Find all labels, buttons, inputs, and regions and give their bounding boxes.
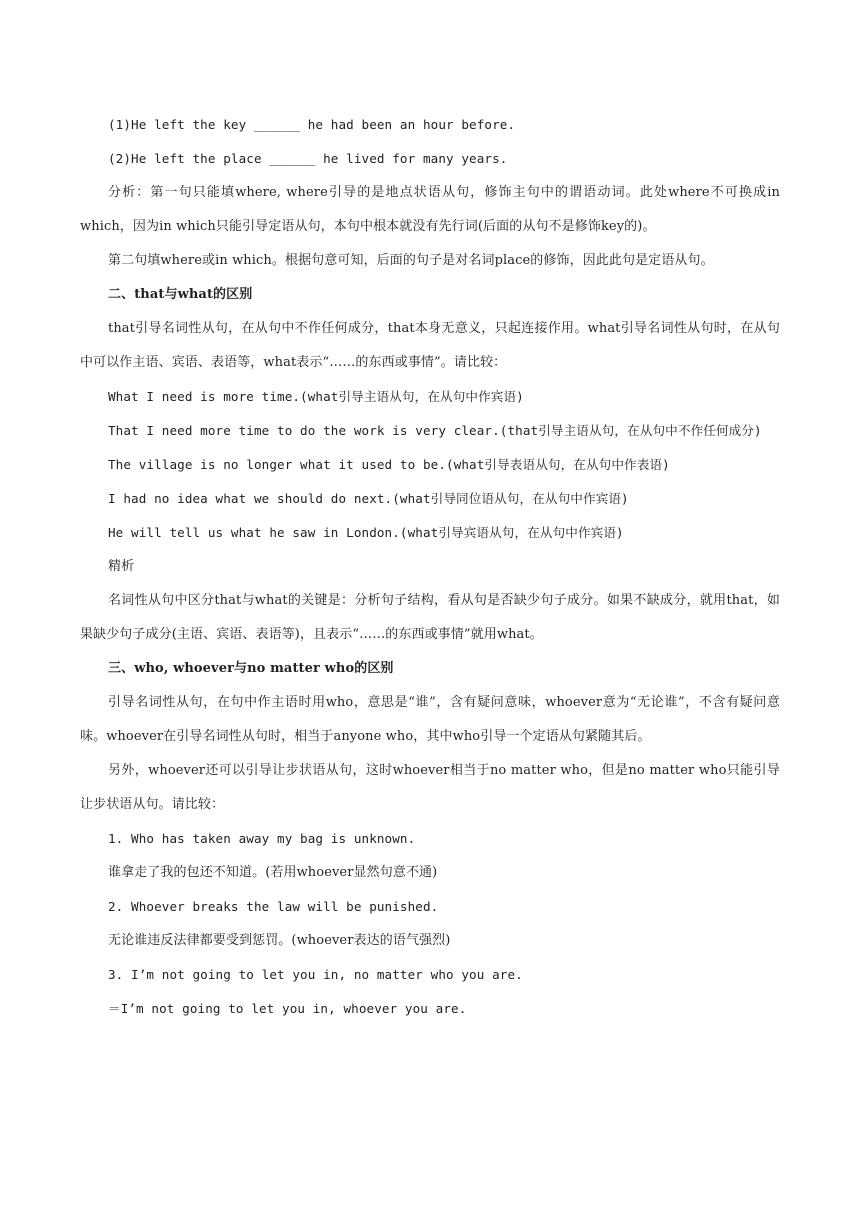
- who-description-2: 另外，whoever还可以引导让步状语从句，这时whoever相当于no matter who，但是no matter who只能引导让步状语从句。请比较：: [80, 763, 780, 812]
- who-example-3-equivalent: ＝I’m not going to let you in, whoever you are.: [108, 1001, 467, 1016]
- example-sentence-1: (1)He left the key ______ he had been an hour before.: [108, 117, 516, 132]
- section-heading-who-whoever: 三、who, whoever与no matter who的区别: [108, 661, 394, 676]
- who-example-2: 2. Whoever breaks the law will be punished.: [108, 899, 439, 914]
- section-heading-that-what: 二、that与what的区别: [108, 287, 253, 302]
- who-description: 引导名词性从句，在句中作主语时用who，意思是“谁”，含有疑问意味，whoever意为“无论谁”，不含有疑问意味。whoever在引导名词性从句时，相当于anyone who，其中who引导一个定语从句紧随其后。: [80, 695, 780, 744]
- jingxi-body: 名词性从句中区分that与what的关键是：分析句子结构，看从句是否缺少句子成分。如果不缺成分，就用that，如果缺少句子成分(主语、宾语、表语等)，且表示“……的东西或事情”就用what。: [80, 593, 780, 642]
- who-example-2-translation: 无论谁违反法律都要受到惩罚。(whoever表达的语气强烈): [108, 933, 451, 948]
- analysis-paragraph-2: 第二句填where或in which。根据句意可知，后面的句子是对名词place的修饰，因此此句是定语从句。: [108, 253, 714, 268]
- that-what-example-4: I had no idea what we should do next.(what引导同位语从句，在从句中作宾语): [108, 491, 629, 506]
- who-example-1: 1. Who has taken away my bag is unknown.: [108, 831, 416, 846]
- that-what-description: that引导名词性从句，在从句中不作任何成分，that本身无意义，只起连接作用。what引导名词性从句时，在从句中可以作主语、宾语、表语等，what表示“……的东西或事情”。请比较：: [80, 321, 780, 370]
- who-example-3: 3. I’m not going to let you in, no matter who you are.: [108, 967, 523, 982]
- that-what-example-1: What I need is more time.(what引导主语从句，在从句中作宾语): [108, 389, 524, 404]
- that-what-example-3: The village is no longer what it used to be.(what引导表语从句，在从句中作表语): [108, 457, 670, 472]
- example-sentence-2: (2)He left the place ______ he lived for many years.: [108, 151, 508, 166]
- who-example-1-translation: 谁拿走了我的包还不知道。(若用whoever显然句意不通): [108, 865, 438, 880]
- jingxi-label: 精析: [108, 559, 135, 574]
- document-body: [80, 108, 780, 1026]
- analysis-paragraph: 分析：第一句只能填where, where引导的是地点状语从句，修饰主句中的谓语动词。此处where不可换成in which，因为in which只能引导定语从句，本句中根本就没有先行词(后面的从句不是修饰key的)。: [80, 185, 780, 234]
- that-what-example-5: He will tell us what he saw in London.(what引导宾语从句，在从句中作宾语): [108, 525, 624, 540]
- that-what-example-2: That I need more time to do the work is very clear.(that引导主语从句，在从句中不作任何成分): [108, 423, 762, 438]
